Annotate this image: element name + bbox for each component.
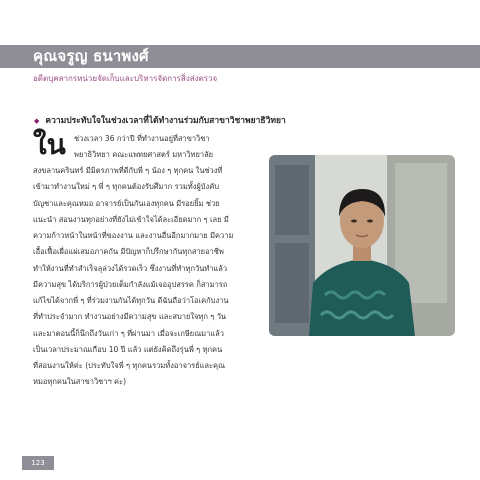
text-line: ที่สอนงานให้ค่ะ (ประทับใจพี่ ๆ ทุกคนรวมทั้งอาจารย์และคุณ bbox=[33, 361, 226, 370]
text-line: หมอทุกคนในสาขาวิชาฯ ค่ะ) bbox=[33, 377, 127, 387]
text-line: สงขลานครินทร์ มีมิตรภาพที่ดีกับพี่ ๆ น้อง ๆ ทุกคน ในช่วงที่ bbox=[33, 166, 223, 175]
drop-cap: ใน bbox=[33, 128, 66, 161]
page-number: 123 bbox=[31, 459, 45, 467]
person-role: อดีตบุคลากรหน่วยจัดเก็บและบริหารจัดการสิ่งส่งตรวจ bbox=[33, 74, 218, 83]
text-line: ช่วงเวลา 36 กว่าปี ที่ทำงานอยู่ที่สาขาวิชา bbox=[74, 134, 210, 143]
text-line: มีความสุข ได้บริการผู้ป่วยเต็มกำลังแม้เจออุปสรรค ก็สามารถ bbox=[33, 279, 228, 289]
text-line: ที่ทำประจำมาก ทำงานอย่างมีความสุข และสบายใจทุก ๆ วัน bbox=[33, 312, 227, 322]
text-line: ความก้าวหน้าในหน้าที่ของงาน และงานอื่นอีกมากมาย มีความ bbox=[33, 231, 234, 240]
person-name: คุณจรูญ ธนาพงศ์ bbox=[33, 47, 149, 65]
article-body bbox=[33, 163, 233, 391]
text-line: แก้ไขได้จากพี่ ๆ ที่ร่วมงานกันได้ทุกวัน ดีฉันถือว่าโอเคกับงาน bbox=[33, 296, 229, 305]
portrait-photo bbox=[269, 155, 455, 336]
portrait-illustration bbox=[269, 155, 455, 336]
text-line: บัญชาและคุณหมอ อาจารย์เป็นกันเองทุกคน มีรอยยิ้ม ช่วย bbox=[33, 198, 220, 208]
text-line: และมาตอนนี้ก็นึกถึงวันเก่า ๆ ที่ผ่านมา เมื่อจะเกษียณมาแล้ว bbox=[33, 328, 224, 338]
text-line: เข้ามาทำงานใหม่ ๆ พี่ ๆ ทุกคนต้องรับศึมาก รวมทั้งผู้บังคับ bbox=[33, 182, 219, 192]
text-line: เอื้อเฟื้อเผื่อแผ่เสมอภาคกัน มีปัญหาก็ปรึกษากันทุกสายอาชีพ bbox=[33, 247, 224, 257]
diamond-bullet-icon: ◆ bbox=[34, 117, 40, 125]
article-first-lines bbox=[74, 131, 213, 163]
text-line: พยาธิวิทยา คณะแพทยศาสตร์ มหาวิทยาลัย bbox=[74, 150, 214, 159]
text-line: แนะนำ สอนงานทุกอย่างที่ยังไม่เข้าใจได้ละเอียดมาก ๆ เลย มี bbox=[33, 214, 229, 224]
text-line: เป็นเวลาประมาณเกือบ 10 ปี แล้ว แต่ยังคิดถึงรุ่นพี่ ๆ ทุกคน bbox=[33, 344, 223, 354]
section-title: ความประทับใจในช่วงเวลาที่ได้ทำงานร่วมกับสาขาวิชาพยาธิวิทยา bbox=[45, 116, 286, 126]
section-heading bbox=[34, 113, 286, 127]
text-line: ทำให้งานที่ทำสำเร็จลุล่วงได้รวดเร็ว ซึ่งงานที่ทำทุกวันทำแล้ว bbox=[33, 263, 228, 273]
